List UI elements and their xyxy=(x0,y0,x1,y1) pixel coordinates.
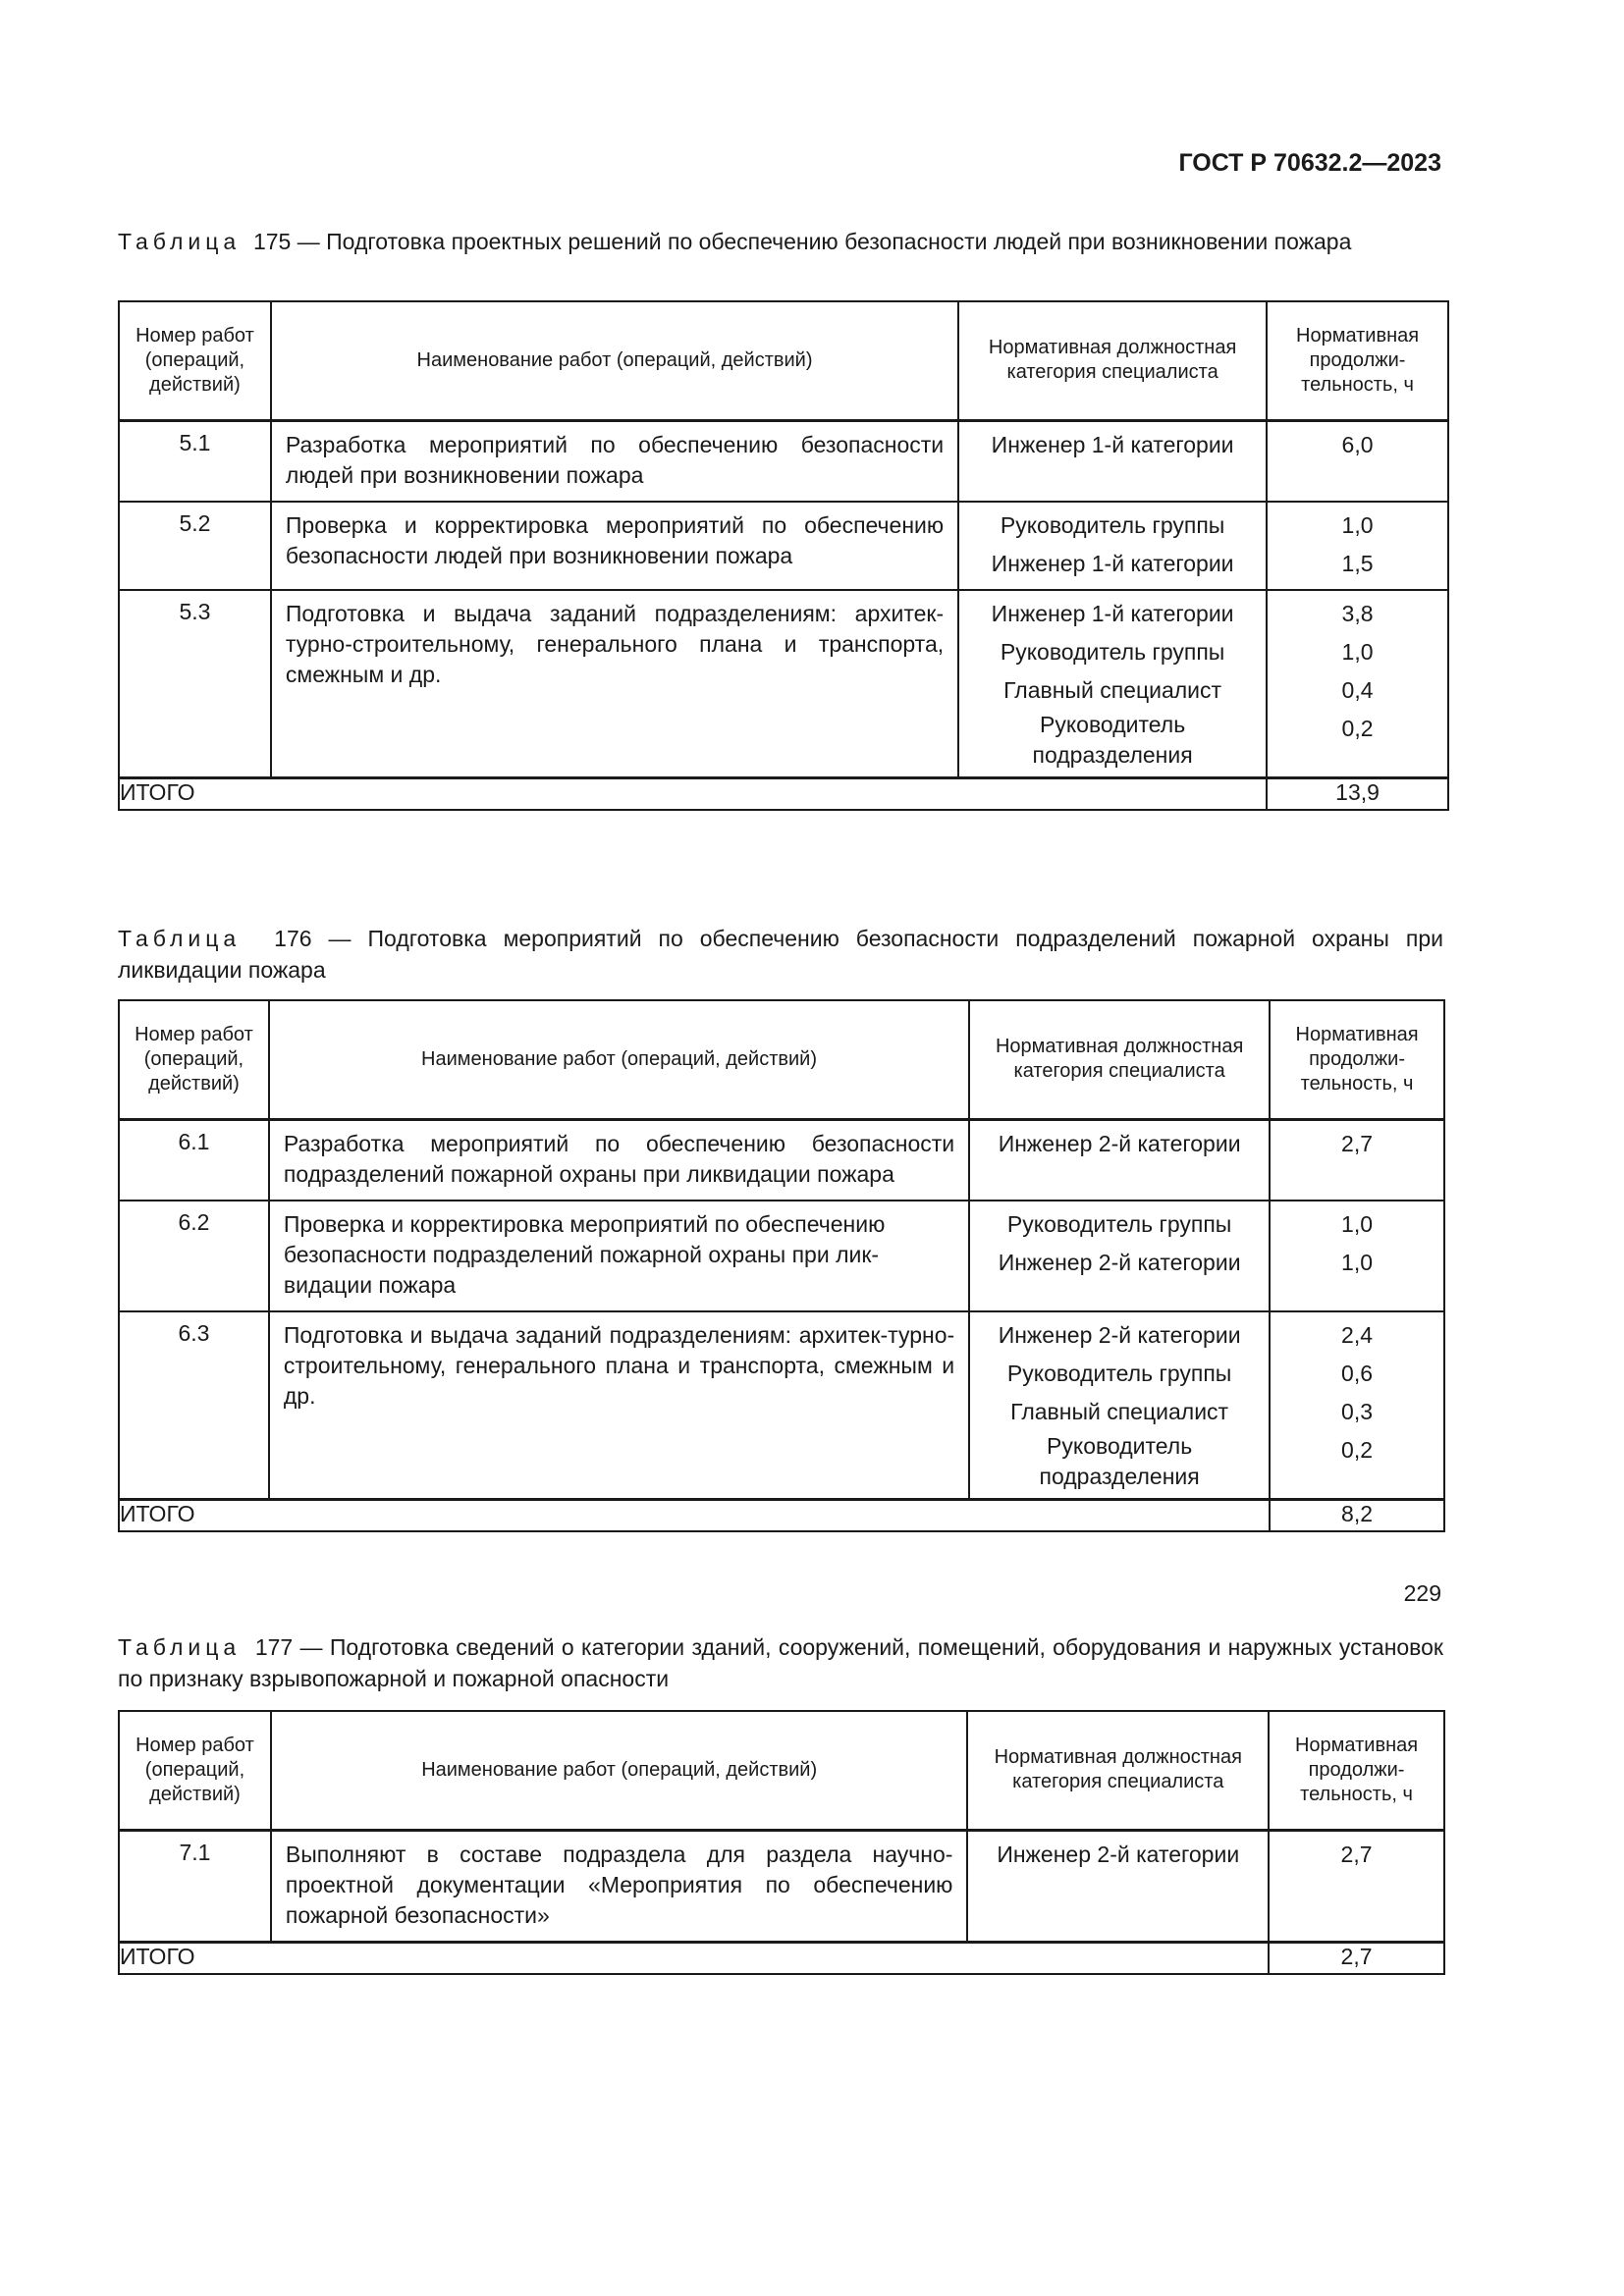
row-categories xyxy=(958,502,1267,590)
category-entry: Руководитель подразделения xyxy=(1039,1432,1200,1489)
duration-entry: 1,0 xyxy=(1341,1210,1374,1237)
row-durations xyxy=(1267,420,1448,502)
row-work-name: Разработка мероприятий по обеспечению безопасности подразделений пожарной охраны при ликвидации пожара xyxy=(269,1119,969,1201)
total-label: ИТОГО xyxy=(119,1942,1269,1974)
category-entry: Главный специалист xyxy=(1003,676,1222,703)
row-durations xyxy=(1267,502,1448,590)
row-categories xyxy=(958,590,1267,778)
category-entry: Инженер 2-й категории xyxy=(998,1249,1241,1275)
row-categories xyxy=(967,1830,1269,1942)
duration-entry: 0,3 xyxy=(1341,1398,1374,1424)
caption-text: 175 — Подготовка проектных решений по обеспечению безопасности людей при возникновении пожара xyxy=(252,229,1352,254)
col-header-category: Нормативная должностная категория специалиста xyxy=(967,1711,1269,1830)
row-categories xyxy=(969,1201,1270,1311)
category-entry: Руководитель группы xyxy=(1006,1210,1232,1237)
caption-text: 177 — Подготовка сведений о категории зданий, сооружений, помещений, оборудования и наружных установок по признаку взрывопожарной и пожарной опасности xyxy=(118,1634,1443,1691)
col-header-name: Наименование работ (операций, действий) xyxy=(269,1000,969,1119)
caption-lead: Таблица xyxy=(118,926,242,951)
duration-entry: 1,0 xyxy=(1341,1249,1374,1275)
table-header-row xyxy=(119,1711,1444,1830)
col-header-duration: Нормативная продолжи-тельность, ч xyxy=(1269,1711,1444,1830)
col-header-number: Номер работ (операций, действий) xyxy=(119,1711,271,1830)
duration-entry: 2,7 xyxy=(1340,1841,1373,1867)
row-categories xyxy=(969,1119,1270,1201)
duration-entry: 0,4 xyxy=(1341,676,1374,703)
col-header-category: Нормативная должностная категория специалиста xyxy=(958,301,1267,420)
row-work-name: Подготовка и выдача заданий подразделениям: архитек-турно-строительному, генерального плана и транспорта, смежным и др. xyxy=(271,590,958,778)
caption-lead: Таблица xyxy=(118,1634,242,1660)
table-header-row xyxy=(119,301,1448,420)
total-value: 8,2 xyxy=(1270,1499,1444,1531)
row-categories xyxy=(969,1311,1270,1500)
table-177-caption xyxy=(118,1631,1443,1694)
total-row xyxy=(119,777,1448,810)
category-entry: Инженер 1-й категории xyxy=(991,550,1234,576)
table-177 xyxy=(118,1710,1445,1975)
row-number: 5.2 xyxy=(119,502,271,590)
col-header-duration: Нормативная продолжи-тельность, ч xyxy=(1267,301,1448,420)
table-row xyxy=(119,1119,1444,1201)
category-entry: Руководитель группы xyxy=(1006,1360,1232,1386)
total-value: 2,7 xyxy=(1269,1942,1444,1974)
total-row xyxy=(119,1942,1444,1974)
row-durations xyxy=(1270,1119,1444,1201)
row-number: 6.1 xyxy=(119,1119,269,1201)
col-header-category: Нормативная должностная категория специалиста xyxy=(969,1000,1270,1119)
row-number: 5.1 xyxy=(119,420,271,502)
col-header-name: Наименование работ (операций, действий) xyxy=(271,1711,968,1830)
page-number: 229 xyxy=(1403,1580,1441,1606)
duration-entry: 0,2 xyxy=(1341,715,1374,741)
duration-entry: 1,5 xyxy=(1341,550,1374,576)
row-number: 6.2 xyxy=(119,1201,269,1311)
col-header-name: Наименование работ (операций, действий) xyxy=(271,301,958,420)
table-175 xyxy=(118,300,1449,811)
duration-entry: 3,8 xyxy=(1341,600,1374,626)
table-header-row xyxy=(119,1000,1444,1119)
duration-entry: 2,4 xyxy=(1341,1321,1374,1348)
table-row xyxy=(119,1830,1444,1942)
row-durations xyxy=(1270,1201,1444,1311)
duration-entry: 1,0 xyxy=(1341,511,1374,538)
col-header-duration: Нормативная продолжи-тельность, ч xyxy=(1270,1000,1444,1119)
duration-entry: 1,0 xyxy=(1341,638,1374,665)
table-row xyxy=(119,420,1448,502)
total-value: 13,9 xyxy=(1267,777,1448,810)
total-label: ИТОГО xyxy=(119,777,1267,810)
table-176-caption xyxy=(118,923,1443,986)
row-number: 5.3 xyxy=(119,590,271,778)
caption-lead: Таблица xyxy=(118,229,242,254)
table-175-caption xyxy=(118,226,1443,257)
table-row xyxy=(119,590,1448,778)
row-work-name: Проверка и корректировка мероприятий по обеспечению безопасности людей при возникновении пожара xyxy=(271,502,958,590)
row-work-name: Подготовка и выдача заданий подразделениям: архитек-турно-строительному, генерального плана и транспорта, смежным и др. xyxy=(269,1311,969,1500)
caption-text: 176 — Подготовка мероприятий по обеспечению безопасности подразделений пожарной охраны при ликвидации пожара xyxy=(118,926,1443,983)
table-176 xyxy=(118,999,1445,1532)
col-header-number: Номер работ (операций, действий) xyxy=(119,1000,269,1119)
row-durations xyxy=(1270,1311,1444,1500)
duration-entry: 2,7 xyxy=(1341,1130,1374,1156)
category-entry: Инженер 1-й категории xyxy=(991,431,1234,457)
duration-entry: 6,0 xyxy=(1341,431,1374,457)
category-entry: Руководитель группы xyxy=(1000,638,1225,665)
standard-designation: ГОСТ Р 70632.2—2023 xyxy=(1178,149,1441,177)
row-work-name: Выполняют в составе подраздела для раздела научно-проектной документации «Мероприятия по обеспечению пожарной безопасности» xyxy=(271,1830,968,1942)
category-entry: Инженер 1-й категории xyxy=(991,600,1234,626)
row-work-name: Проверка и корректировка мероприятий по обеспечению безопасности подразделений пожарной охраны при лик-видации пожара xyxy=(269,1201,969,1311)
category-entry: Инженер 2-й категории xyxy=(997,1841,1240,1867)
category-entry: Инженер 2-й категории xyxy=(998,1321,1241,1348)
table-row xyxy=(119,1201,1444,1311)
col-header-number: Номер работ (операций, действий) xyxy=(119,301,271,420)
row-durations xyxy=(1267,590,1448,778)
category-entry: Руководитель подразделения xyxy=(1032,711,1193,768)
row-number: 7.1 xyxy=(119,1830,271,1942)
category-entry: Руководитель группы xyxy=(1000,511,1225,538)
duration-entry: 0,6 xyxy=(1341,1360,1374,1386)
table-row xyxy=(119,1311,1444,1500)
row-number: 6.3 xyxy=(119,1311,269,1500)
category-entry: Главный специалист xyxy=(1010,1398,1229,1424)
row-durations xyxy=(1269,1830,1444,1942)
duration-entry: 0,2 xyxy=(1341,1436,1374,1463)
row-work-name: Разработка мероприятий по обеспечению безопасности людей при возникновении пожара xyxy=(271,420,958,502)
total-label: ИТОГО xyxy=(119,1499,1270,1531)
table-row xyxy=(119,502,1448,590)
total-row xyxy=(119,1499,1444,1531)
category-entry: Инженер 2-й категории xyxy=(998,1130,1241,1156)
row-categories xyxy=(958,420,1267,502)
